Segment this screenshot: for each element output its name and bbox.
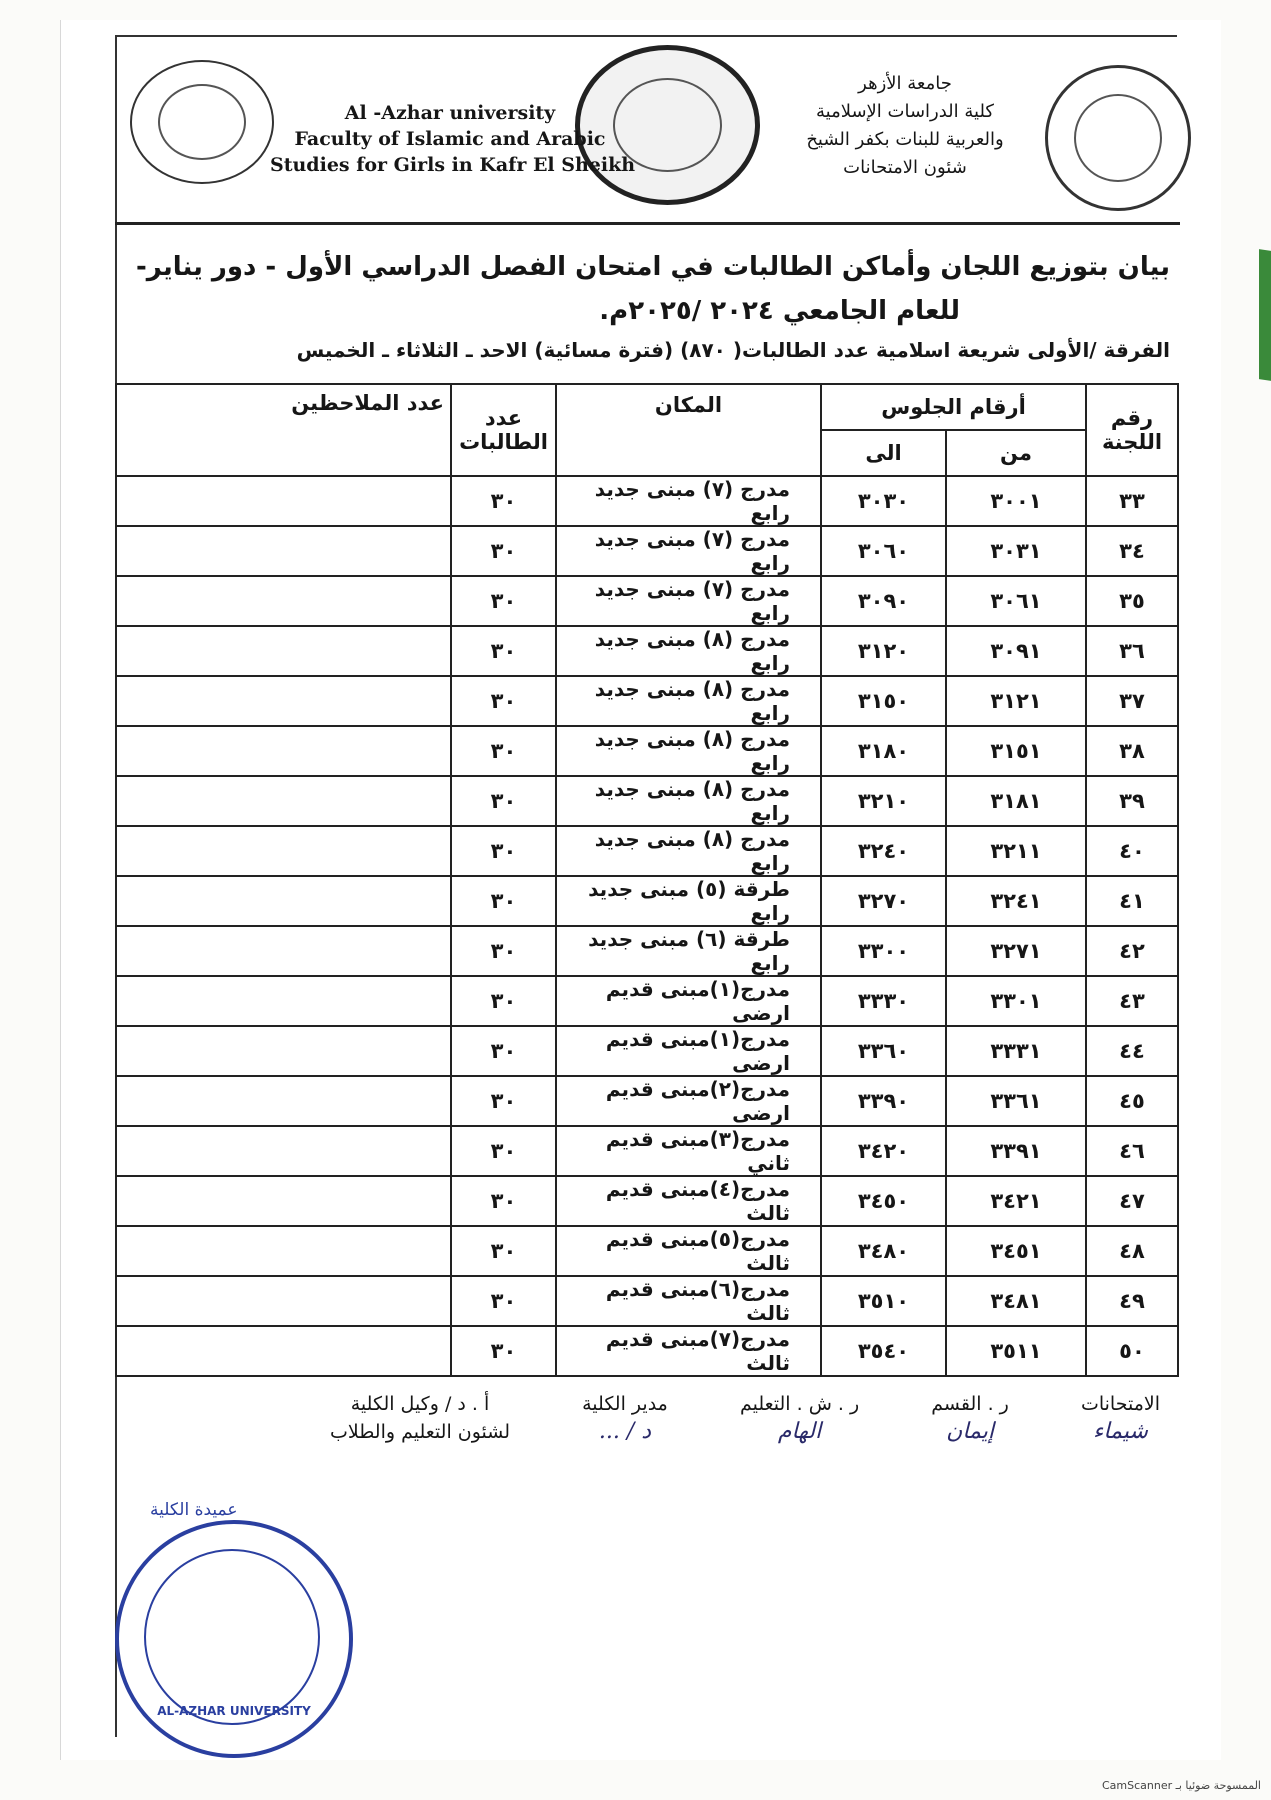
cell-to: ٣٣٠٠ xyxy=(821,926,946,976)
cell-place: مدرج (٨) مبنى جديد رابع xyxy=(556,726,821,776)
cell-place: مدرج(٤)مبنى قديم ثالث xyxy=(556,1176,821,1226)
cell-observers xyxy=(116,776,451,826)
cell-to: ٣١٢٠ xyxy=(821,626,946,676)
cell-to: ٣٥٤٠ xyxy=(821,1326,946,1376)
cell-committee: ٣٥ xyxy=(1086,576,1178,626)
cell-to: ٣٤٥٠ xyxy=(821,1176,946,1226)
table-row xyxy=(116,1276,1178,1326)
cell-to: ٣٢٤٠ xyxy=(821,826,946,876)
header-committee: رقم اللجنة xyxy=(1086,384,1178,476)
cell-count: ٣٠ xyxy=(451,826,556,876)
header-en-line: Al -Azhar university xyxy=(344,102,556,124)
cell-from: ٣٥١١ xyxy=(946,1326,1086,1376)
cell-count: ٣٠ xyxy=(451,626,556,676)
header-place: المكان xyxy=(556,384,821,476)
cell-to: ٣٠٦٠ xyxy=(821,526,946,576)
cell-to: ٣٣٦٠ xyxy=(821,1026,946,1076)
cell-place: مدرج (٨) مبنى جديد رابع xyxy=(556,676,821,726)
cell-from: ٣٠٦١ xyxy=(946,576,1086,626)
signature-mark: شيماء xyxy=(1093,1419,1148,1444)
cell-place: مدرج (٧) مبنى جديد رابع xyxy=(556,476,821,526)
cell-count: ٣٠ xyxy=(451,726,556,776)
cell-count: ٣٠ xyxy=(451,1326,556,1376)
cell-to: ٣٤٨٠ xyxy=(821,1226,946,1276)
table-body xyxy=(116,476,1178,1376)
cell-committee: ٣٨ xyxy=(1086,726,1178,776)
cell-observers xyxy=(116,1276,451,1326)
cell-from: ٣٤٨١ xyxy=(946,1276,1086,1326)
committees-table xyxy=(115,383,1179,1377)
official-stamp xyxy=(115,1520,353,1758)
table-row xyxy=(116,526,1178,576)
cell-committee: ٣٦ xyxy=(1086,626,1178,676)
cell-to: ٣١٥٠ xyxy=(821,676,946,726)
page-edge-decoration xyxy=(1259,249,1271,381)
stamp-inner-ring xyxy=(144,1549,320,1725)
cell-committee: ٣٣ xyxy=(1086,476,1178,526)
cell-count: ٣٠ xyxy=(451,926,556,976)
header-ar-line: جامعة الأزهر xyxy=(858,73,952,94)
cell-committee: ٤٦ xyxy=(1086,1126,1178,1176)
cell-place: طرقة (٥) مبنى جديد رابع xyxy=(556,876,821,926)
cell-place: مدرج(٥)مبنى قديم ثالث xyxy=(556,1226,821,1276)
table-row xyxy=(116,1326,1178,1376)
stamp-caption: عميدة الكلية xyxy=(150,1500,238,1520)
cell-committee: ٤٨ xyxy=(1086,1226,1178,1276)
cell-from: ٣٢١١ xyxy=(946,826,1086,876)
table-row xyxy=(116,826,1178,876)
cell-from: ٣٠٣١ xyxy=(946,526,1086,576)
cell-observers xyxy=(116,926,451,976)
cell-place: مدرج(٧)مبنى قديم ثالث xyxy=(556,1326,821,1376)
cell-observers xyxy=(116,626,451,676)
cell-place: طرقة (٦) مبنى جديد رابع xyxy=(556,926,821,976)
cell-place: مدرج(٣)مبنى قديم ثاني xyxy=(556,1126,821,1176)
cell-to: ٣٢٧٠ xyxy=(821,876,946,926)
signature-mark: إيمان xyxy=(946,1419,994,1444)
cell-committee: ٤١ xyxy=(1086,876,1178,926)
cell-observers xyxy=(116,526,451,576)
signature-title: أ . د / وكيل الكلية xyxy=(350,1393,490,1415)
signature-title: ر . القسم xyxy=(931,1393,1009,1415)
cell-observers xyxy=(116,1226,451,1276)
scanner-footer: الممسوحة ضوئيا بـ CamScanner xyxy=(1101,1779,1261,1792)
cell-observers xyxy=(116,1076,451,1126)
table-row xyxy=(116,476,1178,526)
cell-count: ٣٠ xyxy=(451,1226,556,1276)
cell-observers xyxy=(116,1126,451,1176)
header-seat-numbers: أرقام الجلوس xyxy=(821,384,1086,430)
cell-from: ٣٣٠١ xyxy=(946,976,1086,1026)
signature-subtitle: لشئون التعليم والطلاب xyxy=(330,1421,511,1443)
header-ar-line: شئون الامتحانات xyxy=(843,157,967,178)
cell-from: ٣٣٣١ xyxy=(946,1026,1086,1076)
cell-from: ٣٤٢١ xyxy=(946,1176,1086,1226)
header-en-line: Faculty of Islamic and Arabic xyxy=(294,128,606,150)
table-row xyxy=(116,976,1178,1026)
cell-place: مدرج(١)مبنى قديم ارضى xyxy=(556,1026,821,1076)
signatures-row xyxy=(330,1390,1160,1446)
cell-place: مدرج (٧) مبنى جديد رابع xyxy=(556,576,821,626)
cell-committee: ٣٩ xyxy=(1086,776,1178,826)
al-azhar-university-seal xyxy=(1045,65,1191,211)
cell-to: ٣٠٣٠ xyxy=(821,476,946,526)
cell-committee: ٤٢ xyxy=(1086,926,1178,976)
cell-count: ٣٠ xyxy=(451,1126,556,1176)
header-from: من xyxy=(946,430,1086,476)
cell-to: ٣٣٣٠ xyxy=(821,976,946,1026)
table-row xyxy=(116,1176,1178,1226)
header-observers: عدد الملاحظين xyxy=(291,391,444,415)
cell-committee: ٤٩ xyxy=(1086,1276,1178,1326)
cell-place: مدرج (٨) مبنى جديد رابع xyxy=(556,826,821,876)
cell-committee: ٤٠ xyxy=(1086,826,1178,876)
header-arabic xyxy=(755,70,1055,182)
table-row xyxy=(116,776,1178,826)
header-observers-cell xyxy=(116,384,451,476)
cell-committee: ٤٥ xyxy=(1086,1076,1178,1126)
table-row xyxy=(116,676,1178,726)
cell-count: ٣٠ xyxy=(451,526,556,576)
cell-committee: ٤٣ xyxy=(1086,976,1178,1026)
cell-committee: ٤٧ xyxy=(1086,1176,1178,1226)
title-line-1: بيان بتوزيع اللجان وأماكن الطالبات في امتحان الفصل الدراسي الأول - دور يناير- xyxy=(135,252,1170,282)
header-student-count: عدد الطالبات xyxy=(451,384,556,476)
cell-observers xyxy=(116,826,451,876)
cell-observers xyxy=(116,576,451,626)
cell-to: ٣١٨٠ xyxy=(821,726,946,776)
cell-to: ٣٠٩٠ xyxy=(821,576,946,626)
cell-observers xyxy=(116,1176,451,1226)
cell-from: ٣٠٩١ xyxy=(946,626,1086,676)
cell-from: ٣٤٥١ xyxy=(946,1226,1086,1276)
cell-observers xyxy=(116,1026,451,1076)
cell-committee: ٣٤ xyxy=(1086,526,1178,576)
cell-place: مدرج (٧) مبنى جديد رابع xyxy=(556,526,821,576)
al-azhar-mosque-logo xyxy=(130,60,274,184)
signature-title: مدير الكلية xyxy=(582,1393,668,1415)
cell-observers xyxy=(116,676,451,726)
cell-to: ٣٥١٠ xyxy=(821,1276,946,1326)
cell-place: مدرج (٨) مبنى جديد رابع xyxy=(556,626,821,676)
cell-from: ٣١٥١ xyxy=(946,726,1086,776)
stamp-text: AL-AZHAR UNIVERSITY xyxy=(157,1704,311,1718)
cell-observers xyxy=(116,876,451,926)
cell-committee: ٤٤ xyxy=(1086,1026,1178,1076)
cell-observers xyxy=(116,726,451,776)
cell-from: ٣٠٠١ xyxy=(946,476,1086,526)
cell-place: مدرج(٢)مبنى قديم ارضى xyxy=(556,1076,821,1126)
cell-count: ٣٠ xyxy=(451,576,556,626)
cell-place: مدرج (٨) مبنى جديد رابع xyxy=(556,776,821,826)
cell-place: مدرج(٦)مبنى قديم ثالث xyxy=(556,1276,821,1326)
cell-count: ٣٠ xyxy=(451,876,556,926)
header-ar-line: كلية الدراسات الإسلامية xyxy=(815,101,994,122)
cell-count: ٣٠ xyxy=(451,1026,556,1076)
table-row xyxy=(116,1076,1178,1126)
cell-observers xyxy=(116,476,451,526)
cell-count: ٣٠ xyxy=(451,676,556,726)
cell-observers xyxy=(116,1326,451,1376)
cell-from: ٣١٢١ xyxy=(946,676,1086,726)
table-row xyxy=(116,576,1178,626)
cell-from: ٣١٨١ xyxy=(946,776,1086,826)
cell-count: ٣٠ xyxy=(451,776,556,826)
cell-committee: ٥٠ xyxy=(1086,1326,1178,1376)
cell-count: ٣٠ xyxy=(451,1176,556,1226)
cell-from: ٣٢٧١ xyxy=(946,926,1086,976)
table-row xyxy=(116,1226,1178,1276)
signature-vice-dean xyxy=(330,1390,510,1446)
table-row xyxy=(116,1126,1178,1176)
table-row xyxy=(116,1026,1178,1076)
cell-from: ٣٣٦١ xyxy=(946,1076,1086,1126)
table-row xyxy=(116,626,1178,676)
table-row xyxy=(116,726,1178,776)
header-to: الى xyxy=(821,430,946,476)
signature-title: الامتحانات xyxy=(1080,1393,1160,1415)
header-divider xyxy=(115,222,1180,225)
signature-title: ر . ش . التعليم xyxy=(739,1393,860,1415)
cell-observers xyxy=(116,976,451,1026)
header-ar-line: والعربية للبنات بكفر الشيخ xyxy=(806,129,1004,150)
signature-college-director xyxy=(582,1390,668,1446)
cell-to: ٣٢١٠ xyxy=(821,776,946,826)
signature-department-head xyxy=(931,1390,1009,1446)
table-row xyxy=(116,876,1178,926)
cell-committee: ٣٧ xyxy=(1086,676,1178,726)
signature-education-head xyxy=(740,1390,859,1446)
cell-to: ٣٤٢٠ xyxy=(821,1126,946,1176)
header-en-line: Studies for Girls in Kafr El Sheikh xyxy=(270,154,636,176)
cell-to: ٣٣٩٠ xyxy=(821,1076,946,1126)
table-row xyxy=(116,926,1178,976)
signature-mark: الهام xyxy=(777,1419,822,1444)
cell-count: ٣٠ xyxy=(451,1076,556,1126)
document-title xyxy=(130,245,1170,333)
cell-count: ٣٠ xyxy=(451,476,556,526)
cell-from: ٣٢٤١ xyxy=(946,876,1086,926)
header-english xyxy=(270,100,636,178)
cell-place: مدرج(١)مبنى قديم ارضى xyxy=(556,976,821,1026)
signature-mark: د / ... xyxy=(598,1419,652,1444)
cell-count: ٣٠ xyxy=(451,976,556,1026)
cell-count: ٣٠ xyxy=(451,1276,556,1326)
signature-exams xyxy=(1081,1390,1160,1446)
cell-from: ٣٣٩١ xyxy=(946,1126,1086,1176)
title-line-2: للعام الجامعي ٢٠٢٤ /٢٠٢٥م. xyxy=(599,296,960,326)
document-subtitle: الفرقة /الأولى شريعة اسلامية عدد الطالبات( ٨٧٠) (فترة مسائية) الاحد ـ الثلاثاء ـ الخميس xyxy=(296,338,1170,362)
